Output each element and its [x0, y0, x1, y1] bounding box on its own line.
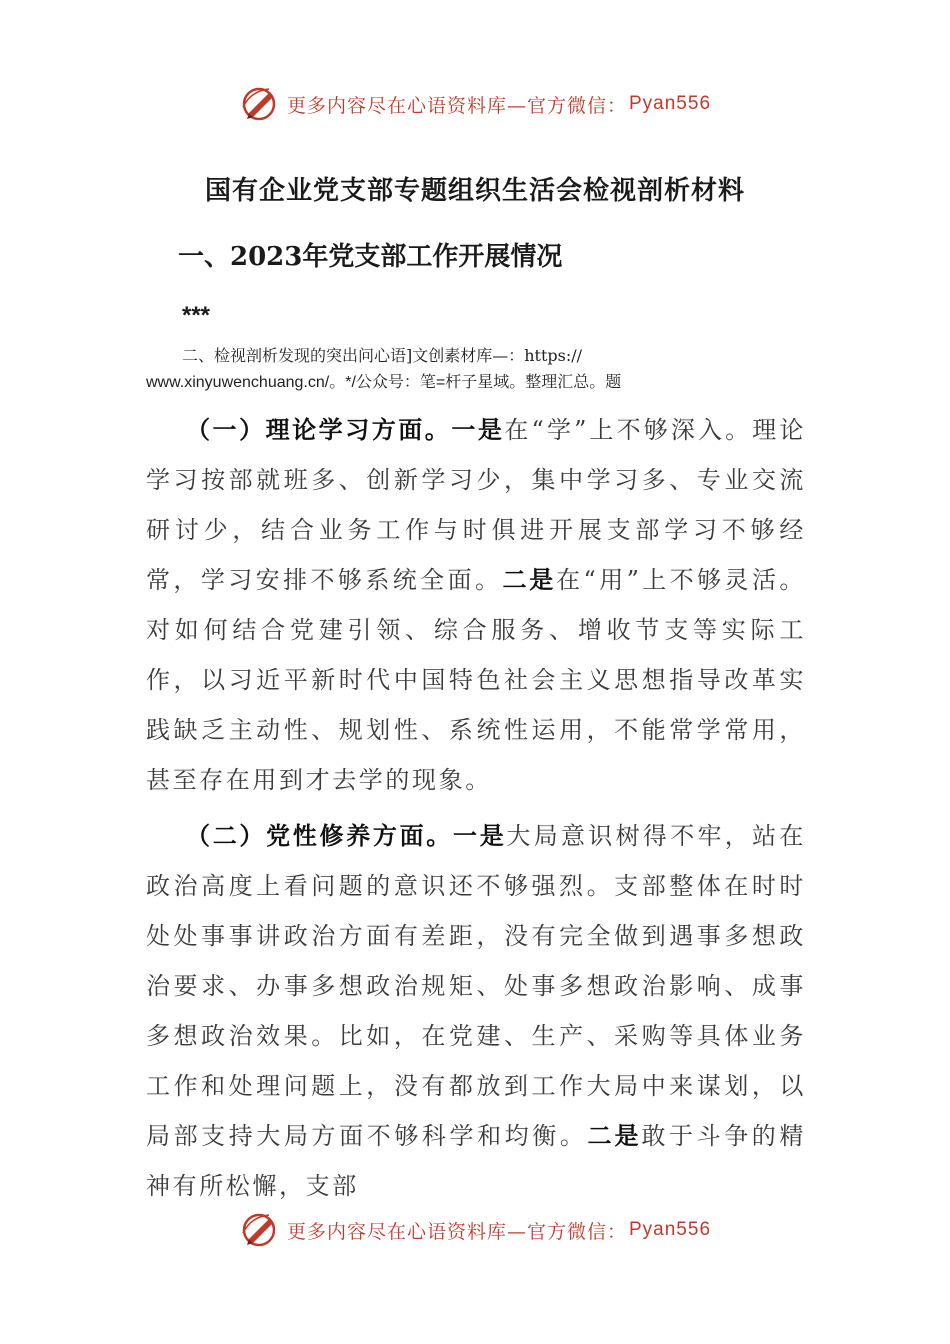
- first-marker: 一是: [453, 821, 507, 850]
- second-marker: 二是: [587, 1121, 642, 1150]
- pen-logo-icon: [239, 83, 281, 125]
- banner-text: 更多内容尽在心语资料库—官方微信：: [286, 1220, 627, 1243]
- section-heading: 一、2023年党支部工作开展情况: [178, 242, 563, 272]
- second-marker: 二是: [502, 565, 557, 594]
- note-line-1: 二、检视剖析发现的突出问心语]文创素材库—：https://: [182, 346, 583, 365]
- wechat-id: Pyan556: [629, 1219, 712, 1240]
- paragraph-text: 大局意识树得不牢，站在政治高度上看问题的意识还不够强烈。支部整体在时时处处事事讲政治方面有差距，没有完全做到遇事多想政治要求、办事多想政治规矩、处事多想政治影响、成事多想政治效果。比如，在党建、生产、采购等具体业务工作和处理问题上，没有都放到工作大局中来谋划，以局部支持大局方面不够科学和均衡。: [146, 822, 807, 1150]
- document-title: 国有企业党支部专题组织生活会检视剖析材料: [204, 176, 745, 206]
- paragraph-text: 敢于斗争的精神有所松懈，支部: [146, 1122, 806, 1200]
- paragraph-label: （二）党性修养方面。: [186, 821, 453, 850]
- first-marker: 一是: [451, 415, 505, 444]
- watermark-banner-top: [0, 82, 950, 126]
- paragraph-label: （一）理论学习方面。: [186, 415, 452, 444]
- paragraph-party-spirit: [146, 811, 806, 1211]
- paragraph-text: 在“学”上不够深入。理论学习按部就班多、创新学习少，集中学习多、专业交流研讨少，结合业务工作与时俱进开展支部学习不够经常，学习安排不够系统全面。: [146, 416, 807, 594]
- paragraph-text: 在“用”上不够灵活。对如何结合党建引领、综合服务、增收节支等实际工作，以习近平新时代中国特色社会主义思想指导改革实践缺乏主动性、规划性、系统性运用，不能常学常用，甚至存在用到才去学的现象。: [146, 566, 806, 794]
- pen-logo-icon: [239, 1209, 281, 1251]
- placeholder-stars: ***: [182, 302, 211, 329]
- wechat-id: Pyan556: [629, 93, 712, 114]
- watermark-banner-bottom: [0, 1208, 950, 1252]
- source-note: [146, 343, 806, 396]
- note-line-2: www.xinyuwenchuang.cn/。*/公众号：笔=杆子星域。整理汇总。题: [146, 374, 622, 391]
- banner-text: 更多内容尽在心语资料库—官方微信：: [286, 94, 627, 117]
- paragraph-theory-study: [146, 405, 806, 805]
